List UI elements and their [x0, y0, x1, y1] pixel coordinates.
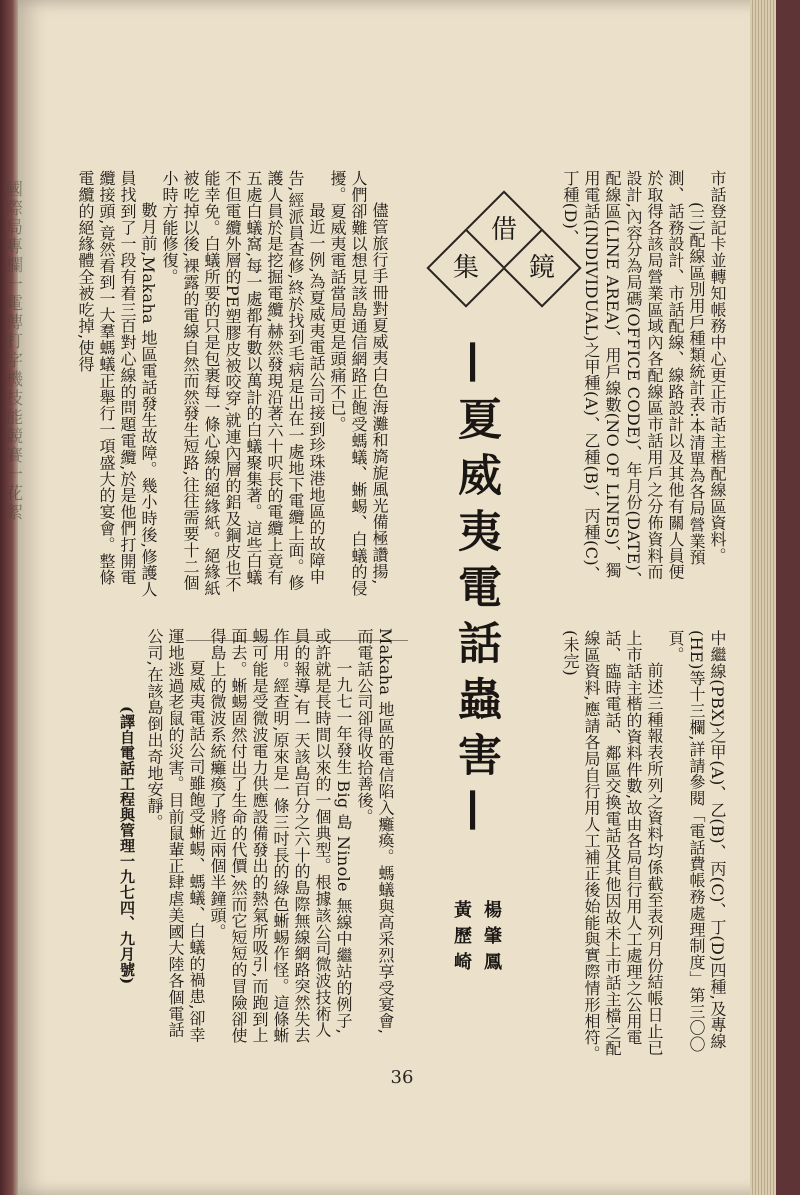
paragraph: 一九七一年發生 Big 島 Ninole 無線中繼站的例子,或許就是長時間以來的一個典型。根據該公司微波技術人員的報導,有一天該島百分之六十的島際無線網路突然失去作用。經查明,原來是一條三吋長的綠色蜥蜴作怪。這條蜥蜴可能是受微波電力供應設備發出的熱氣所吸引,而跑到上面去。蜥蜴固然付出了生命的代價,然而它短短的冒險卻使得島上的微波系統癱瘓了將近兩個半鐘頭。 [208, 628, 353, 1044]
article-body-lower [140, 628, 396, 1048]
paragraph: 前述三種報表所列之資料均係截至表列月份結帳日止已上市話主楷的資料件數,故由各局自行用人工處理之公用電話、臨時電話、鄰區交換電話及其他因故未上市話主檔之配線區資料,應請各局自行用人工補正後始能與實際情形相符。(未完) [561, 630, 664, 1062]
stamp-char: 鏡 [528, 253, 555, 283]
facing-page-bleed-text: 國際局專欄一電傳打字機技能競賽一花絮 [2, 180, 22, 522]
paragraph: 最近一例,為夏威夷電話公司接到珍珠港地區的故障申告,經派員查修,終於找到毛病是出在一處地下電纜上面。修護人員於是挖掘電纜,赫然發現沿著六十呎長的電纜上竟有五處白蟻窩,每一處都有數以萬計的白蟻聚集著。這些白蟻不但電纜外層的PE塑膠皮被咬穿,就連內層的鋁及鋼皮也不能幸免。白蟻所要的只是包裹每一條心線的絕緣紙。絕緣紙被吃掉以後,裸露的電線自然而然發生短路,往往需要十二個小時方能修復。 [160, 170, 326, 597]
page-stack-edge [750, 0, 776, 1195]
paragraph: 市話登記卡並轉知帳務中心更正市話主楷配線區資料。 [708, 170, 727, 564]
stamp-char: 集 [452, 253, 479, 283]
paragraph: 數月前,Makaha 地區電話發生故障。幾小時後,修護人員找到了一段有着三百對心線的問題電纜,於是他們打開電纜接頭,竟然看到一大羣螞蟻正舉行一項盛大的宴會。整條電纜的絕緣體全被吃掉,使得 [76, 170, 158, 598]
paragraph: (三)配線區別用戶種類統計表:本清單為各局營業預測、話務設計、市話配線、線路設計以及其他有關人員便於取得各該局營業區域內各配線區市話用戶之分佈資料而設計,內容分為局碼(OFFICE CODE)、年月份(DATE)、配線區(LINE AREA)、用戶線數(NO OF LINES)、獨用電話(INDIVIDUAL)之甲種(A)、乙種(B)、丙種(C)、丁種(D)、 [561, 170, 706, 588]
paragraph: 夏威夷電話公司雖飽受蜥蜴、螞蟻、白蟻的禍患,卻幸運地逃過老鼠的災害。目前鼠輩正肆虐美國大陸各個電話公司,在該島倒出奇地安靜。 [145, 628, 206, 1043]
paragraph: 中繼線(PBX)之甲(A)、乙(B)、丙(C)、丁(D)四種,及專線(HE)等十三欄,詳請參閱「電話費帳務處理制度」第三〇〇頁。 [666, 630, 727, 1053]
paragraph: 儘管旅行手冊對夏威夷白色海灘和旖旎風光備極讚揚,人們卻難以想見該島通信網路正飽受螞蟻、蜥蜴、白蟻的侵擾。夏威夷電話當局更是頭痛不已。 [328, 170, 389, 597]
author-name: 黃歷崎 [451, 900, 472, 978]
article-body-upper [76, 170, 390, 600]
article-continuation-bottom [556, 630, 728, 1070]
stamp-char: 借 [490, 215, 517, 245]
source-citation: (譯自電話工程與管理一九七四、九月號) [118, 706, 136, 985]
article-continuation-top [556, 170, 728, 590]
paragraph: Makaha 地區的電信陷入癱瘓。螞蟻與高采烈享受宴會,而電話公司卻得收拾善後。 [355, 628, 395, 1035]
column-stamp [436, 200, 568, 332]
page-number: 36 [390, 1067, 414, 1088]
author-name: 楊肇鳳 [481, 900, 502, 978]
article-title: —夏威夷電話蟲害— [450, 340, 501, 844]
